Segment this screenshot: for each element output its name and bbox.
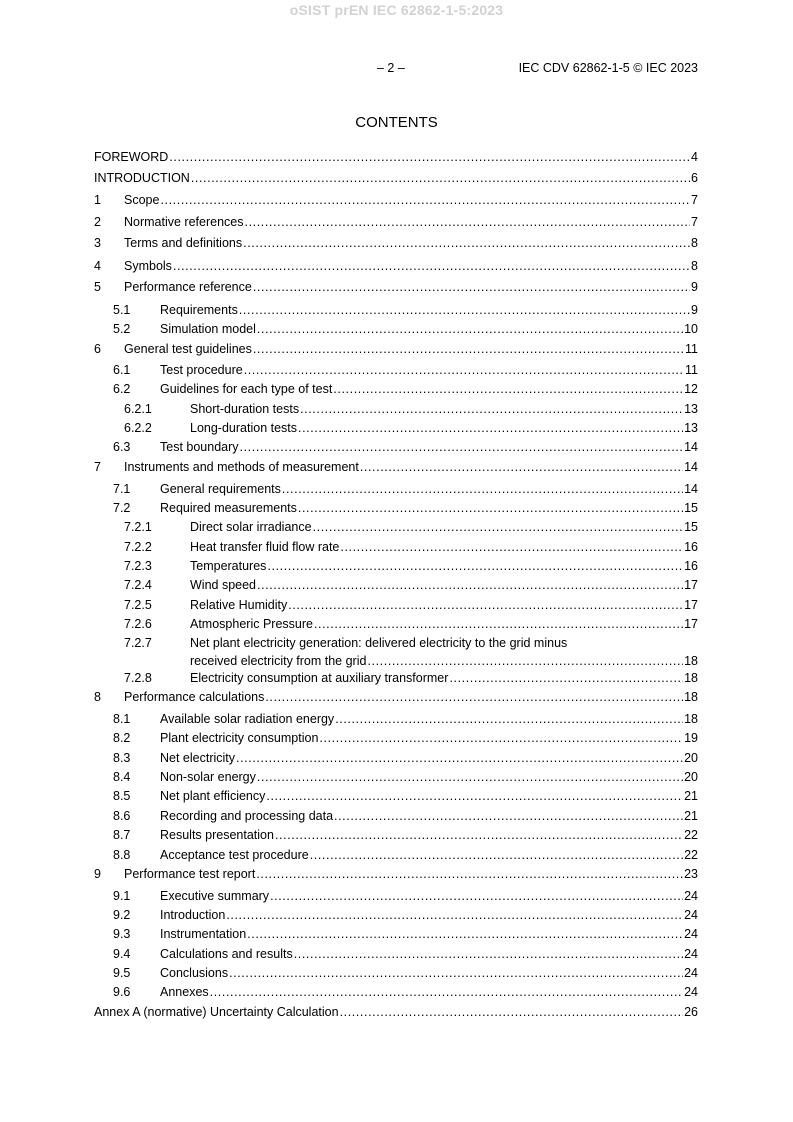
toc-entry-page: 14 xyxy=(684,460,698,474)
toc-entry-title: Electricity consumption at auxiliary transformer xyxy=(190,671,449,685)
toc-entry-page: 24 xyxy=(684,966,698,980)
toc-entry-page: 13 xyxy=(684,421,698,435)
toc-entry-title: Atmospheric Pressure xyxy=(190,617,313,631)
toc-entry-number: 7.2.1 xyxy=(124,520,152,534)
toc-entry-title: General test guidelines xyxy=(124,342,252,356)
toc-entry-title: Results presentation xyxy=(160,828,274,842)
toc-entry-title: Conclusions xyxy=(160,966,229,980)
toc-entry-page: 7 xyxy=(691,193,698,207)
toc-entry[interactable] xyxy=(94,440,698,454)
dot-leader xyxy=(236,751,683,765)
toc-entry-title: FOREWORD xyxy=(94,150,169,164)
toc-entry[interactable] xyxy=(94,303,698,317)
toc-entry-number: 8.5 xyxy=(113,789,131,803)
toc-entry-title: Symbols xyxy=(124,259,172,273)
dot-leader xyxy=(334,809,683,823)
toc-entry-title: Annex A (normative) Uncertainty Calculation xyxy=(94,1005,339,1019)
toc-entry[interactable] xyxy=(94,421,698,435)
toc-entry-title: Direct solar irradiance xyxy=(190,520,312,534)
dot-leader xyxy=(257,578,683,592)
toc-entry[interactable] xyxy=(94,342,698,356)
toc-entry[interactable] xyxy=(94,809,698,823)
dot-leader xyxy=(319,731,683,745)
dot-leader xyxy=(275,828,683,842)
toc-entry-page: 16 xyxy=(684,540,698,554)
toc-entry-page: 22 xyxy=(684,828,698,842)
toc-entry-page: 9 xyxy=(691,280,698,294)
toc-entry-title: Plant electricity consumption xyxy=(160,731,319,745)
toc-entry-title: Short-duration tests xyxy=(190,402,300,416)
toc-entry-number: 9.1 xyxy=(113,889,131,903)
toc-entry-number: 7 xyxy=(94,460,101,474)
toc-entry-title: Scope xyxy=(124,193,160,207)
dot-leader xyxy=(239,303,690,317)
toc-entry[interactable] xyxy=(94,770,698,784)
toc-entry-number: 6.2.2 xyxy=(124,421,152,435)
toc-entry-page: 26 xyxy=(684,1005,698,1019)
watermark: oSIST prEN IEC 62862-1-5:2023 xyxy=(289,2,504,18)
toc-entry-number: 3 xyxy=(94,236,101,250)
toc-entry-page: 17 xyxy=(684,598,698,612)
dot-leader xyxy=(173,259,690,273)
toc-entry-page: 7 xyxy=(691,215,698,229)
toc-entry-page: 12 xyxy=(684,382,698,396)
toc-entry-number: 2 xyxy=(94,215,101,229)
toc-entry[interactable] xyxy=(94,598,698,612)
toc-entry[interactable] xyxy=(94,259,698,273)
dot-leader xyxy=(247,927,683,941)
dot-leader xyxy=(210,985,683,999)
toc-entry-number: 5.1 xyxy=(113,303,131,317)
toc-entry-title: Guidelines for each type of test xyxy=(160,382,333,396)
toc-entry-page: 14 xyxy=(684,440,698,454)
dot-leader xyxy=(314,617,683,631)
toc-entry-page: 10 xyxy=(684,322,698,336)
dot-leader xyxy=(265,690,683,704)
toc-entry[interactable] xyxy=(94,947,698,961)
toc-entry-title: Relative Humidity xyxy=(190,598,288,612)
toc-entry-number: 7.2.7 xyxy=(124,636,152,650)
toc-entry-page: 9 xyxy=(691,303,698,317)
dot-leader xyxy=(243,236,690,250)
dot-leader xyxy=(298,421,683,435)
dot-leader xyxy=(313,520,684,534)
dot-leader xyxy=(288,598,683,612)
toc-entry-title: Net plant efficiency xyxy=(160,789,266,803)
toc-entry[interactable] xyxy=(94,966,698,980)
toc-entry-title: Performance calculations xyxy=(124,690,265,704)
toc-entry-number: 9.4 xyxy=(113,947,131,961)
toc-entry[interactable] xyxy=(94,1005,698,1019)
toc-entry-number: 7.2.4 xyxy=(124,578,152,592)
dot-leader xyxy=(229,966,683,980)
toc-entry-title: Executive summary xyxy=(160,889,270,903)
dot-leader xyxy=(298,501,683,515)
toc-entry-page: 8 xyxy=(691,236,698,250)
toc-entry-number: 8.4 xyxy=(113,770,131,784)
toc-entry-page: 21 xyxy=(684,809,698,823)
toc-entry-number: 9.5 xyxy=(113,966,131,980)
toc-entry-title: Long-duration tests xyxy=(190,421,298,435)
toc-entry-number: 6.2 xyxy=(113,382,131,396)
toc-entry-number: 8 xyxy=(94,690,101,704)
dot-leader xyxy=(294,947,683,961)
toc-entry-title: Simulation model xyxy=(160,322,256,336)
toc-entry-number: 7.2.2 xyxy=(124,540,152,554)
toc-entry[interactable] xyxy=(94,712,698,726)
toc-entry[interactable] xyxy=(94,690,698,704)
toc-entry[interactable] xyxy=(94,501,698,515)
dot-leader xyxy=(270,889,683,903)
toc-entry-page: 21 xyxy=(684,789,698,803)
toc-entry[interactable] xyxy=(94,578,698,592)
toc-entry[interactable] xyxy=(94,731,698,745)
dot-leader xyxy=(267,559,683,573)
toc-entry-number: 5 xyxy=(94,280,101,294)
toc-entry-title: Instrumentation xyxy=(160,927,247,941)
toc-entry[interactable] xyxy=(94,927,698,941)
toc-entry-title: Test boundary xyxy=(160,440,239,454)
toc-entry-number: 8.1 xyxy=(113,712,131,726)
toc-entry-page: 17 xyxy=(684,617,698,631)
toc-entry-number: 4 xyxy=(94,259,101,273)
toc-entry-number: 9.3 xyxy=(113,927,131,941)
toc-entry-page: 24 xyxy=(684,927,698,941)
toc-entry-title: received electricity from the grid xyxy=(190,654,367,668)
toc-entry-page: 24 xyxy=(684,985,698,999)
toc-entry[interactable] xyxy=(94,460,698,474)
dot-leader xyxy=(282,482,683,496)
toc-entry-page: 4 xyxy=(691,150,698,164)
dot-leader xyxy=(256,867,683,881)
toc-entry-page: 17 xyxy=(684,578,698,592)
dot-leader xyxy=(169,150,690,164)
toc-entry-page: 18 xyxy=(684,671,698,685)
toc-entry[interactable] xyxy=(94,215,698,229)
toc-entry-page: 18 xyxy=(684,712,698,726)
dot-leader xyxy=(253,342,684,356)
toc-entry-page: 15 xyxy=(684,501,698,515)
toc-entry-page: 8 xyxy=(691,259,698,273)
toc-entry-number: 9.6 xyxy=(113,985,131,999)
toc-entry-page: 24 xyxy=(684,889,698,903)
toc-entry-number: 8.6 xyxy=(113,809,131,823)
toc-entry[interactable] xyxy=(94,236,698,250)
toc-entry[interactable] xyxy=(94,150,698,164)
toc-entry-number: 6.1 xyxy=(113,363,131,377)
dot-leader xyxy=(340,540,683,554)
toc-entry-page: 14 xyxy=(684,482,698,496)
toc-entry-page: 18 xyxy=(684,654,698,668)
page-number: – 2 – xyxy=(377,61,405,75)
toc-entry-title: Non-solar energy xyxy=(160,770,256,784)
toc-entry[interactable] xyxy=(94,617,698,631)
dot-leader xyxy=(360,460,683,474)
dot-leader xyxy=(191,171,690,185)
toc-entry-page: 16 xyxy=(684,559,698,573)
toc-entry[interactable] xyxy=(94,751,698,765)
toc-entry-number: 9 xyxy=(94,867,101,881)
toc-entry-title: Net plant electricity generation: delivered electricity to the grid minus xyxy=(190,636,568,650)
toc-entry[interactable] xyxy=(94,908,698,922)
toc-entry[interactable] xyxy=(94,193,698,207)
toc-entry-title: Temperatures xyxy=(190,559,267,573)
toc-entry-title: Recording and processing data xyxy=(160,809,334,823)
dot-leader xyxy=(449,671,683,685)
toc-entry-title: INTRODUCTION xyxy=(94,171,190,185)
toc-entry-title: Performance reference xyxy=(124,280,252,294)
toc-entry[interactable] xyxy=(94,402,698,416)
dot-leader xyxy=(245,215,691,229)
toc-entry-page: 18 xyxy=(684,690,698,704)
toc-entry-title: Instruments and methods of measurement xyxy=(124,460,359,474)
toc-entry-number: 6 xyxy=(94,342,101,356)
toc-entry[interactable] xyxy=(94,520,698,534)
toc-entry-page: 24 xyxy=(684,908,698,922)
toc-entry[interactable] xyxy=(94,789,698,803)
toc-entry-title: Performance test report xyxy=(124,867,256,881)
dot-leader xyxy=(340,1005,684,1019)
toc-entry-title: Calculations and results xyxy=(160,947,293,961)
toc-entry-title: Requirements xyxy=(160,303,238,317)
toc-entry[interactable] xyxy=(94,382,698,396)
dot-leader xyxy=(253,280,690,294)
toc-entry-page: 22 xyxy=(684,848,698,862)
toc-entry[interactable] xyxy=(94,867,698,881)
toc-entry-number: 7.2.5 xyxy=(124,598,152,612)
document-id: IEC CDV 62862-1-5 © IEC 2023 xyxy=(518,61,698,75)
toc-entry-number: 7.2.3 xyxy=(124,559,152,573)
toc-entry-page: 11 xyxy=(685,363,698,377)
dot-leader xyxy=(240,440,684,454)
toc-entry-number: 8.2 xyxy=(113,731,131,745)
dot-leader xyxy=(300,402,683,416)
toc-entry-number: 1 xyxy=(94,193,101,207)
dot-leader xyxy=(226,908,683,922)
toc-entry-page: 15 xyxy=(684,520,698,534)
toc-entry[interactable] xyxy=(94,482,698,496)
toc-entry-number: 7.1 xyxy=(113,482,131,496)
dot-leader xyxy=(160,193,690,207)
toc-entry[interactable] xyxy=(94,171,698,185)
toc-entry-number: 8.3 xyxy=(113,751,131,765)
toc-entry-page: 23 xyxy=(684,867,698,881)
toc-entry[interactable] xyxy=(94,636,698,668)
toc-entry[interactable] xyxy=(94,671,698,685)
toc-entry-page: 19 xyxy=(684,731,698,745)
toc-entry[interactable] xyxy=(94,559,698,573)
toc-entry-number: 7.2.6 xyxy=(124,617,152,631)
toc-entry[interactable] xyxy=(94,828,698,842)
toc-entry-page: 20 xyxy=(684,770,698,784)
toc-entry-title: Required measurements xyxy=(160,501,297,515)
dot-leader xyxy=(310,848,683,862)
toc-entry[interactable] xyxy=(94,848,698,862)
toc-entry-page: 13 xyxy=(684,402,698,416)
toc-entry-title: Net electricity xyxy=(160,751,236,765)
toc-entry-number: 9.2 xyxy=(113,908,131,922)
toc-entry-page: 11 xyxy=(685,342,698,356)
toc-entry-title: Annexes xyxy=(160,985,209,999)
toc-entry[interactable] xyxy=(94,985,698,999)
dot-leader xyxy=(335,712,683,726)
toc-entry-title: Test procedure xyxy=(160,363,243,377)
toc-entry-title: Acceptance test procedure xyxy=(160,848,309,862)
dot-leader xyxy=(266,789,683,803)
toc-entry-title: Available solar radiation energy xyxy=(160,712,335,726)
toc-entry-number: 6.3 xyxy=(113,440,131,454)
toc-entry[interactable] xyxy=(94,280,698,294)
dot-leader xyxy=(257,770,683,784)
dot-leader xyxy=(333,382,683,396)
toc-entry-number: 5.2 xyxy=(113,322,131,336)
toc-entry-page: 24 xyxy=(684,947,698,961)
toc-entry-number: 7.2 xyxy=(113,501,131,515)
toc-entry-title: Normative references xyxy=(124,215,244,229)
toc-entry[interactable] xyxy=(94,322,698,336)
toc-entry[interactable] xyxy=(94,363,698,377)
dot-leader xyxy=(244,363,684,377)
toc-entry-number: 6.2.1 xyxy=(124,402,152,416)
toc-entry-number: 8.8 xyxy=(113,848,131,862)
toc-entry-page: 6 xyxy=(691,171,698,185)
toc-entry-number: 7.2.8 xyxy=(124,671,152,685)
toc-entry-title: Wind speed xyxy=(190,578,257,592)
toc-entry[interactable] xyxy=(94,889,698,903)
toc-entry[interactable] xyxy=(94,540,698,554)
toc-entry-page: 20 xyxy=(684,751,698,765)
dot-leader xyxy=(257,322,683,336)
toc-entry-title: Terms and definitions xyxy=(124,236,243,250)
toc-entry-title: General requirements xyxy=(160,482,281,496)
page-title: CONTENTS xyxy=(355,114,438,131)
toc-entry-title: Heat transfer fluid flow rate xyxy=(190,540,340,554)
toc-entry-title: Introduction xyxy=(160,908,226,922)
toc-entry-number: 8.7 xyxy=(113,828,131,842)
dot-leader xyxy=(367,654,683,668)
